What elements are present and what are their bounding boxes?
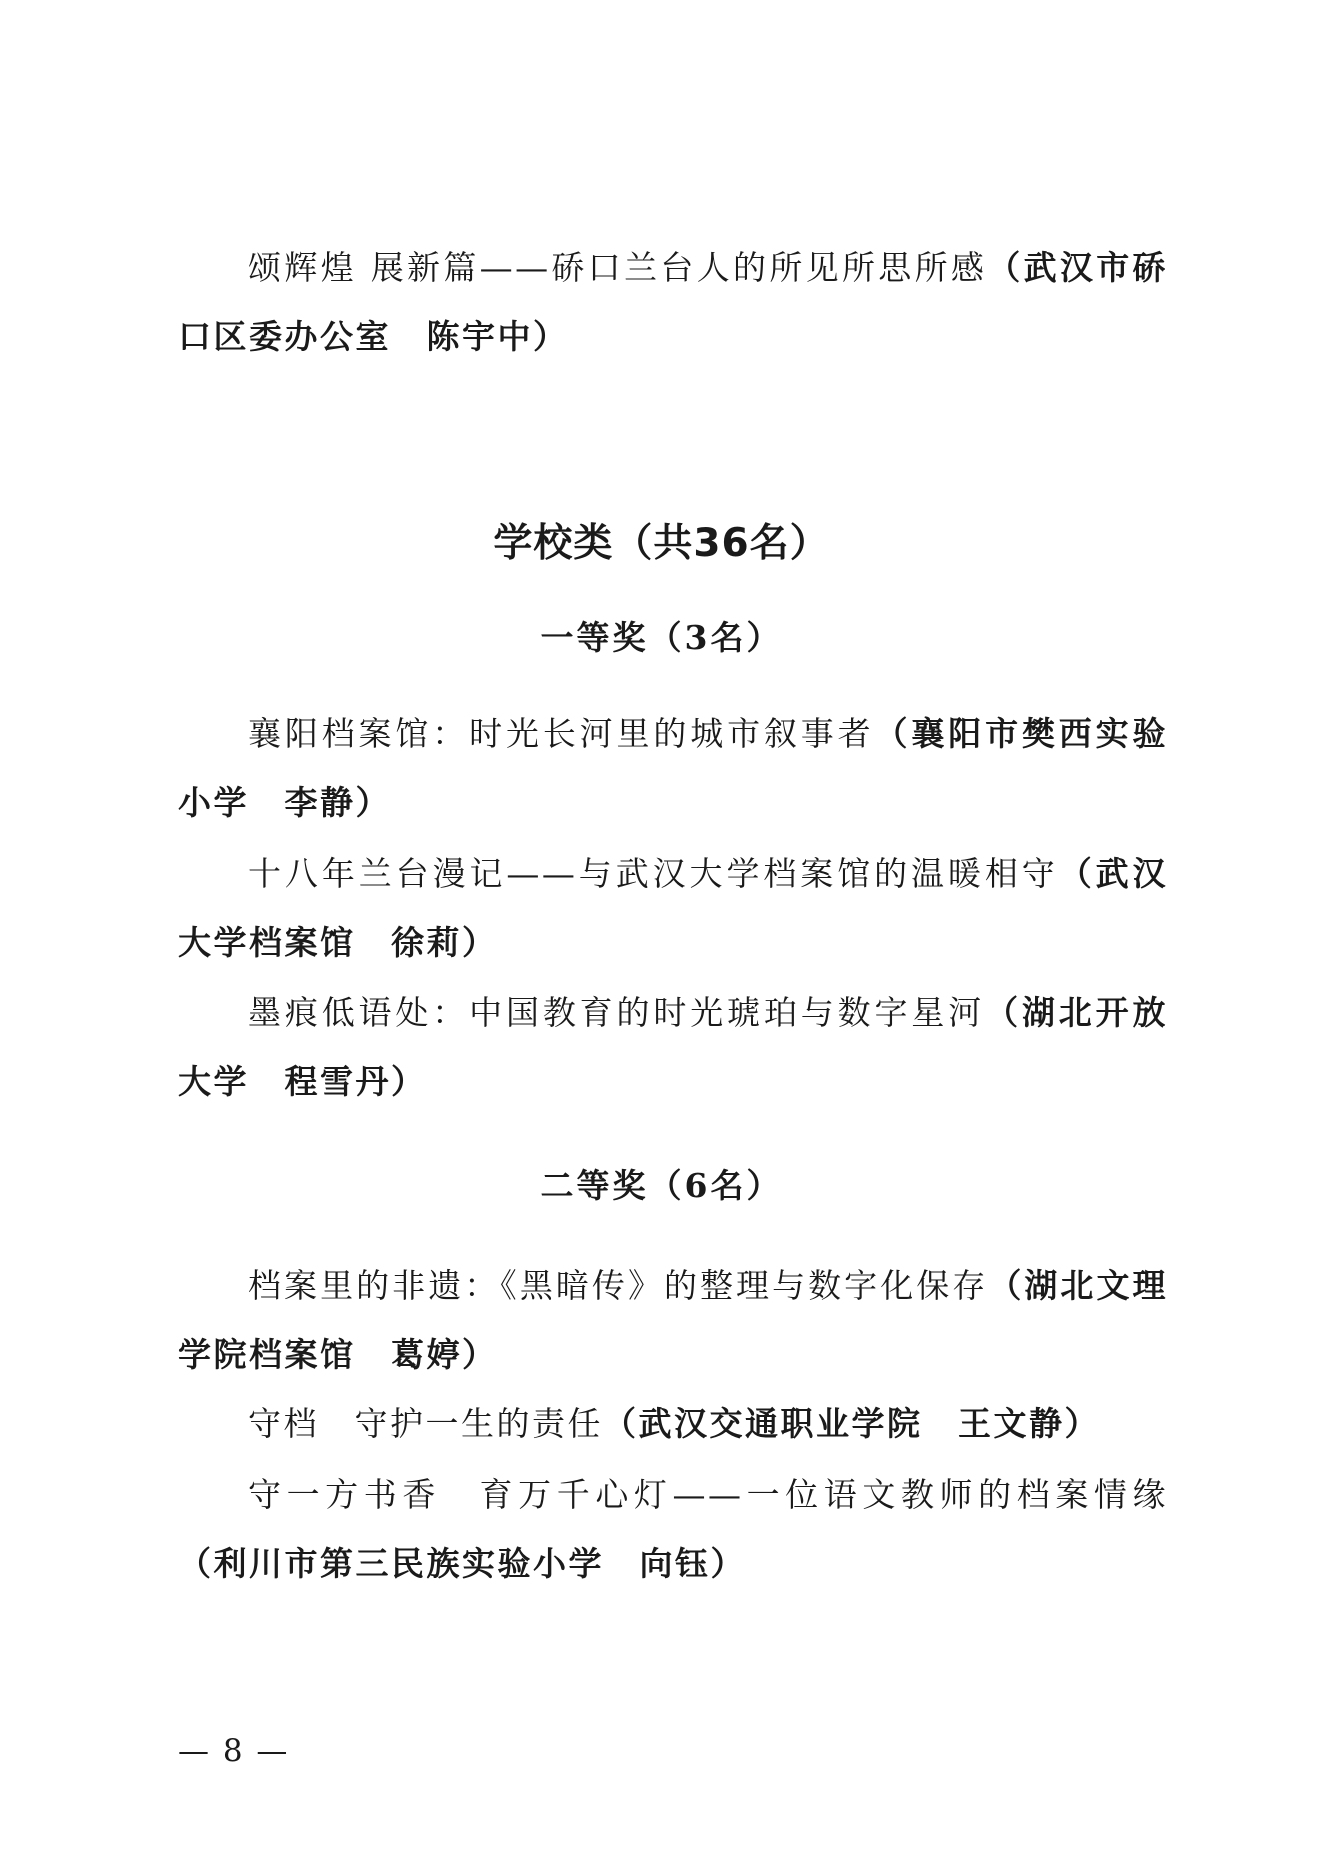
entry-title: 守档 守护一生的责任 [248,1404,603,1443]
page-number: — 8 — [178,1733,290,1769]
entry-title: 墨痕低语处：中国教育的时光琥珀与数字星河 [248,993,986,1032]
second-prize-entry-3 [178,1460,1168,1598]
first-prize-heading: 一等奖（3名） [540,618,783,657]
entry-org: （武汉市硚口区委办公室 陈宇中） [178,248,1168,356]
second-prize-entry-2 [178,1389,1168,1458]
entry-org: （武汉大学档案馆 徐莉） [178,854,1169,962]
entry-org: （利川市第三民族实验小学 向钰） [178,1544,746,1583]
entry-title: 襄阳档案馆：时光长河里的城市叙事者 [248,714,875,753]
entry-title: 十八年兰台漫记——与武汉大学档案馆的温暖相守 [248,854,1059,893]
first-prize-entry-2 [178,839,1168,977]
entry-org: （襄阳市樊西实验小学 李静） [178,714,1169,822]
first-prize-entry-3 [178,978,1168,1116]
entry-org: （武汉交通职业学院 王文静） [603,1404,1100,1443]
entry-title: 档案里的非遗：《黑暗传》的整理与数字化保存 [248,1266,989,1305]
entry-title: 守一方书香 育万千心灯——一位语文教师的档案情缘 [248,1475,1168,1514]
intro-entry [178,233,1168,371]
entry-org: （湖北开放大学 程雪丹） [178,993,1169,1101]
second-prize-entry-1 [178,1251,1168,1389]
second-prize-heading: 二等奖（6名） [540,1166,783,1205]
entry-org: （湖北文理学院档案馆 葛婷） [178,1266,1169,1374]
first-prize-entry-1 [178,699,1168,837]
entry-title: 颂辉煌 展新篇——硚口兰台人的所见所思所感 [248,248,988,287]
section-heading: 学校类（共36名） [493,521,830,566]
